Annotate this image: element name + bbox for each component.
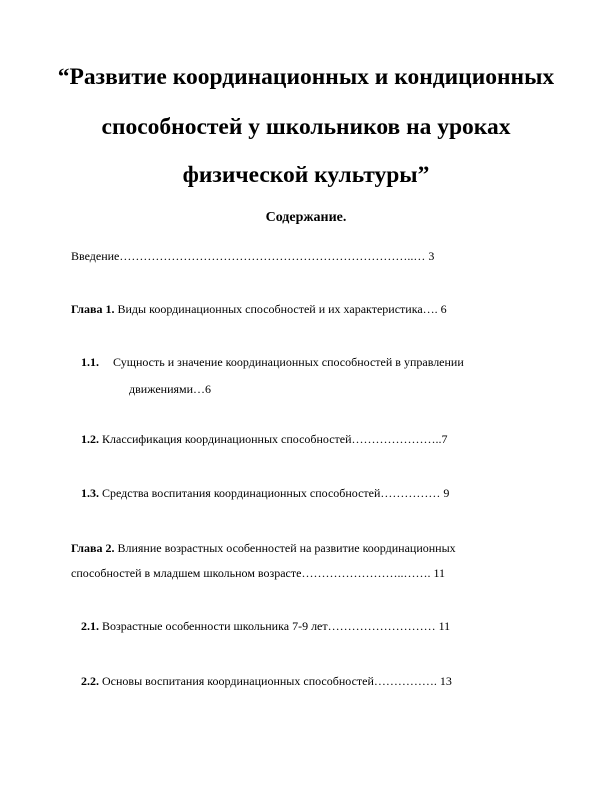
toc-entry-section-1-3 — [81, 487, 449, 499]
toc-entry-text: Сущность и значение координационных способностей в управлении — [113, 355, 464, 369]
section-number: 1.3. — [81, 486, 99, 500]
contents-heading: Содержание. — [265, 210, 347, 225]
chapter-label: Глава 2. — [71, 541, 115, 555]
toc-entry-section-1-1-continued — [129, 383, 211, 395]
title-line-2: способностей у школьников на уроках — [101, 114, 511, 140]
section-number: 2.2. — [81, 674, 99, 688]
toc-entry-chapter-2-continued — [71, 567, 445, 579]
toc-entry-text: Основы воспитания координационных способностей……………. 13 — [99, 674, 452, 688]
toc-entry-section-1-1 — [81, 356, 464, 368]
toc-entry-introduction — [71, 250, 434, 262]
title-line-3: физической культуры” — [182, 162, 430, 188]
toc-entry-section-2-1 — [81, 620, 450, 632]
section-number: 2.1. — [81, 619, 99, 633]
toc-entry-section-2-2 — [81, 675, 452, 687]
title-line-1: “Развитие координационных и кондиционных — [57, 64, 555, 90]
toc-entry-text: Влияние возрастных особенностей на развитие координационных — [114, 541, 456, 555]
toc-entry-text: Классификация координационных способностей…………………..7 — [99, 432, 448, 446]
toc-entry-text: движениями…6 — [129, 382, 212, 396]
toc-entry-text: Средства воспитания координационных способностей…………… 9 — [99, 486, 450, 500]
toc-entry-chapter-2 — [71, 542, 456, 554]
toc-entry-text: Введение………………………………………………………………..… 3 — [71, 249, 435, 263]
toc-entry-section-1-2 — [81, 433, 448, 445]
toc-entry-text: Возрастные особенности школьника 7-9 лет……………………… 11 — [99, 619, 451, 633]
toc-entry-chapter-1 — [71, 303, 447, 315]
section-number: 1.2. — [81, 432, 99, 446]
section-number: 1.1. — [81, 355, 99, 369]
toc-entry-text: способностей в младшем школьном возрасте……………………..……. 11 — [71, 566, 446, 580]
toc-entry-text: Виды координационных способностей и их характеристика…. 6 — [114, 302, 447, 316]
chapter-label: Глава 1. — [71, 302, 115, 316]
